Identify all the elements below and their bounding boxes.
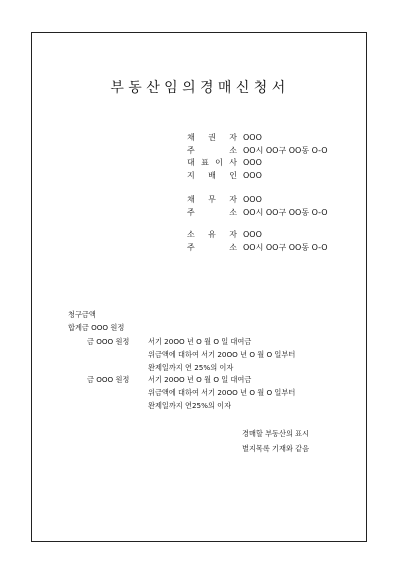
creditor-address-row	[187, 145, 328, 158]
property-note	[242, 426, 309, 456]
claim-item-description	[148, 373, 295, 412]
creditor-name-label: 채 권 자	[187, 133, 237, 142]
owner-address-row	[187, 242, 328, 255]
creditor-manager-row	[187, 170, 328, 183]
claim-total: 합계금 OOO 원정	[68, 322, 125, 332]
creditor-representative-row	[187, 157, 328, 170]
creditor-representative: OOO	[243, 158, 262, 167]
document-title: 부동산임의경매신청서	[110, 80, 290, 96]
owner-name: OOO	[243, 230, 262, 239]
creditor-address: OO시 OO구 OO동 O-O	[243, 145, 328, 155]
creditor-name-row	[187, 132, 328, 145]
claim-item-description	[148, 335, 295, 374]
debtor-block	[187, 194, 328, 219]
creditor-manager-label: 지 배 인	[187, 170, 237, 180]
creditor-representative-label: 대 표 이 사	[187, 158, 237, 167]
owner-address: OO시 OO구 OO동 O-O	[243, 242, 328, 252]
property-note-line1: 경매할 부동산의 표시	[242, 429, 310, 438]
claim-item-line: 완제일까지 연 25%의 이자	[148, 363, 234, 372]
claim-item-line: 서기 20OO 년 O 월 O 일 대여금	[148, 337, 252, 346]
creditor-manager: OOO	[243, 170, 262, 180]
debtor-name: OOO	[243, 195, 262, 204]
debtor-address-label: 주 소	[187, 207, 237, 217]
claim-section	[68, 309, 124, 334]
claim-item-line: 완제일까지 연25%의 이자	[148, 401, 232, 410]
claim-item-amount: 금 OOO 원정	[87, 375, 130, 384]
creditor-name: OOO	[243, 133, 262, 142]
property-note-line2: 별지목록 기재와 같음	[242, 444, 310, 453]
claim-item-line: 서기 20OO 년 O 월 O 일 대여금	[148, 375, 252, 384]
debtor-name-label: 채 무 자	[187, 195, 237, 204]
claim-item-line: 위금액에 대하여 서기 20OO 년 O 월 O 일부터	[148, 388, 296, 397]
owner-block	[187, 229, 328, 254]
owner-name-row	[187, 229, 328, 242]
creditor-address-label: 주 소	[187, 145, 237, 155]
claim-heading: 청구금액	[68, 310, 96, 319]
page-border	[31, 32, 367, 542]
claim-item-line: 위금액에 대하여 서기 20OO 년 O 월 O 일부터	[148, 350, 296, 359]
owner-name-label: 소 유 자	[187, 230, 237, 239]
debtor-address: OO시 OO구 OO동 O-O	[243, 207, 328, 217]
debtor-address-row	[187, 207, 328, 220]
owner-address-label: 주 소	[187, 242, 237, 252]
claim-item-amount: 금 OOO 원정	[87, 337, 130, 346]
debtor-name-row	[187, 194, 328, 207]
creditor-block	[187, 132, 328, 182]
